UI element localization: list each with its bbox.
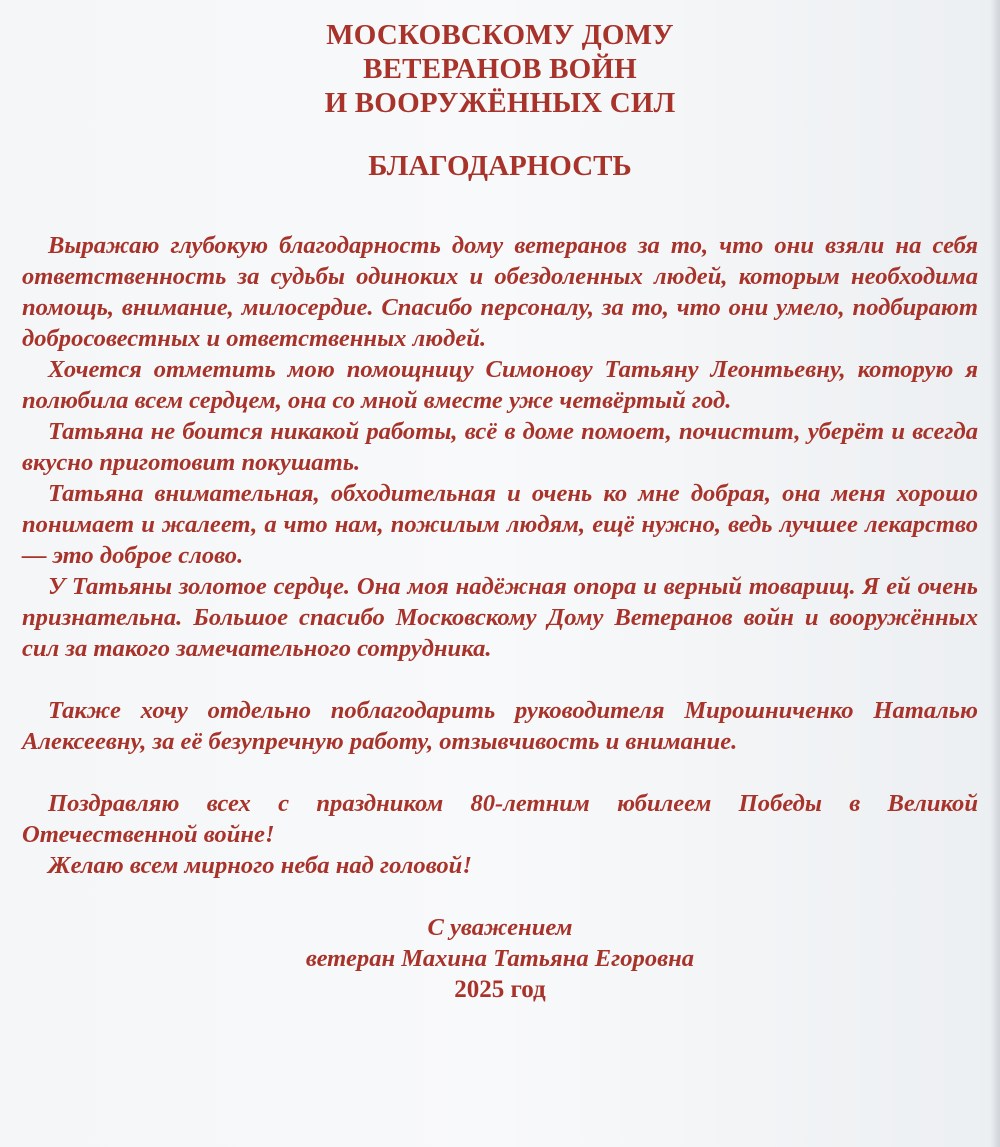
- signature-signer: ветеран Махина Татьяна Егоровна: [305, 945, 695, 972]
- letter-body: [22, 230, 978, 881]
- addressee-line-2: ВЕТЕРАНОВ ВОЙН: [363, 53, 637, 85]
- paragraph-wish: Желаю всем мирного неба над головой!: [48, 852, 472, 879]
- addressee-line-3: И ВООРУЖЁННЫХ СИЛ: [324, 87, 676, 119]
- signature-block: [22, 912, 978, 1005]
- paragraph-kindness: Татьяна внимательная, обходительная и очень ко мне добрая, она меня хорошо понимает и жалеет, а что нам, пожилым людям, ещё нужно, ведь лучшее лекарство — это доброе слово.: [22, 480, 978, 569]
- paragraph-helper: Хочется отметить мою помощницу Симонову Татьяну Леонтьевну, которую я полюбила всем сердцем, она со мной вместе уже четвёртый год.: [22, 356, 978, 414]
- paragraph-golden-heart: У Татьяны золотое сердце. Она моя надёжная опора и верный товарищ. Я ей очень признательна. Большое спасибо Московскому Дому Ветеранов войн и вооружённых сил за такого замечательного сотрудника.: [22, 573, 978, 662]
- signature-year: 2025 год: [454, 976, 546, 1003]
- paragraph-manager-thanks: Также хочу отдельно поблагодарить руководителя Мирошниченко Наталью Алексеевну, за её безупречную работу, отзывчивость и внимание.: [22, 697, 978, 755]
- paragraph-spacer: [22, 664, 978, 695]
- paragraph-congratulations: Поздравляю всех с праздником 80-летним юбилеем Победы в Великой Отечественной войне!: [22, 790, 978, 848]
- signature-regards: С уважением: [427, 914, 573, 941]
- paragraph-work: Татьяна не боится никакой работы, всё в доме помоет, почистит, уберёт и всегда вкусно приготовит покушать.: [22, 418, 978, 476]
- paragraph-gratitude: Выражаю глубокую благодарность дому ветеранов за то, что они взяли на себя ответственность за судьбы одиноких и обездоленных людей, которым необходима помощь, внимание, милосердие. Спасибо персоналу, за то, что они умело, подбирают добросовестных и ответственных людей.: [22, 232, 978, 352]
- addressee-block: [22, 18, 978, 120]
- document-title: БЛАГОДАРНОСТЬ: [368, 150, 632, 182]
- paragraph-spacer: [22, 757, 978, 788]
- addressee-line-1: МОСКОВСКОМУ ДОМУ: [326, 19, 674, 51]
